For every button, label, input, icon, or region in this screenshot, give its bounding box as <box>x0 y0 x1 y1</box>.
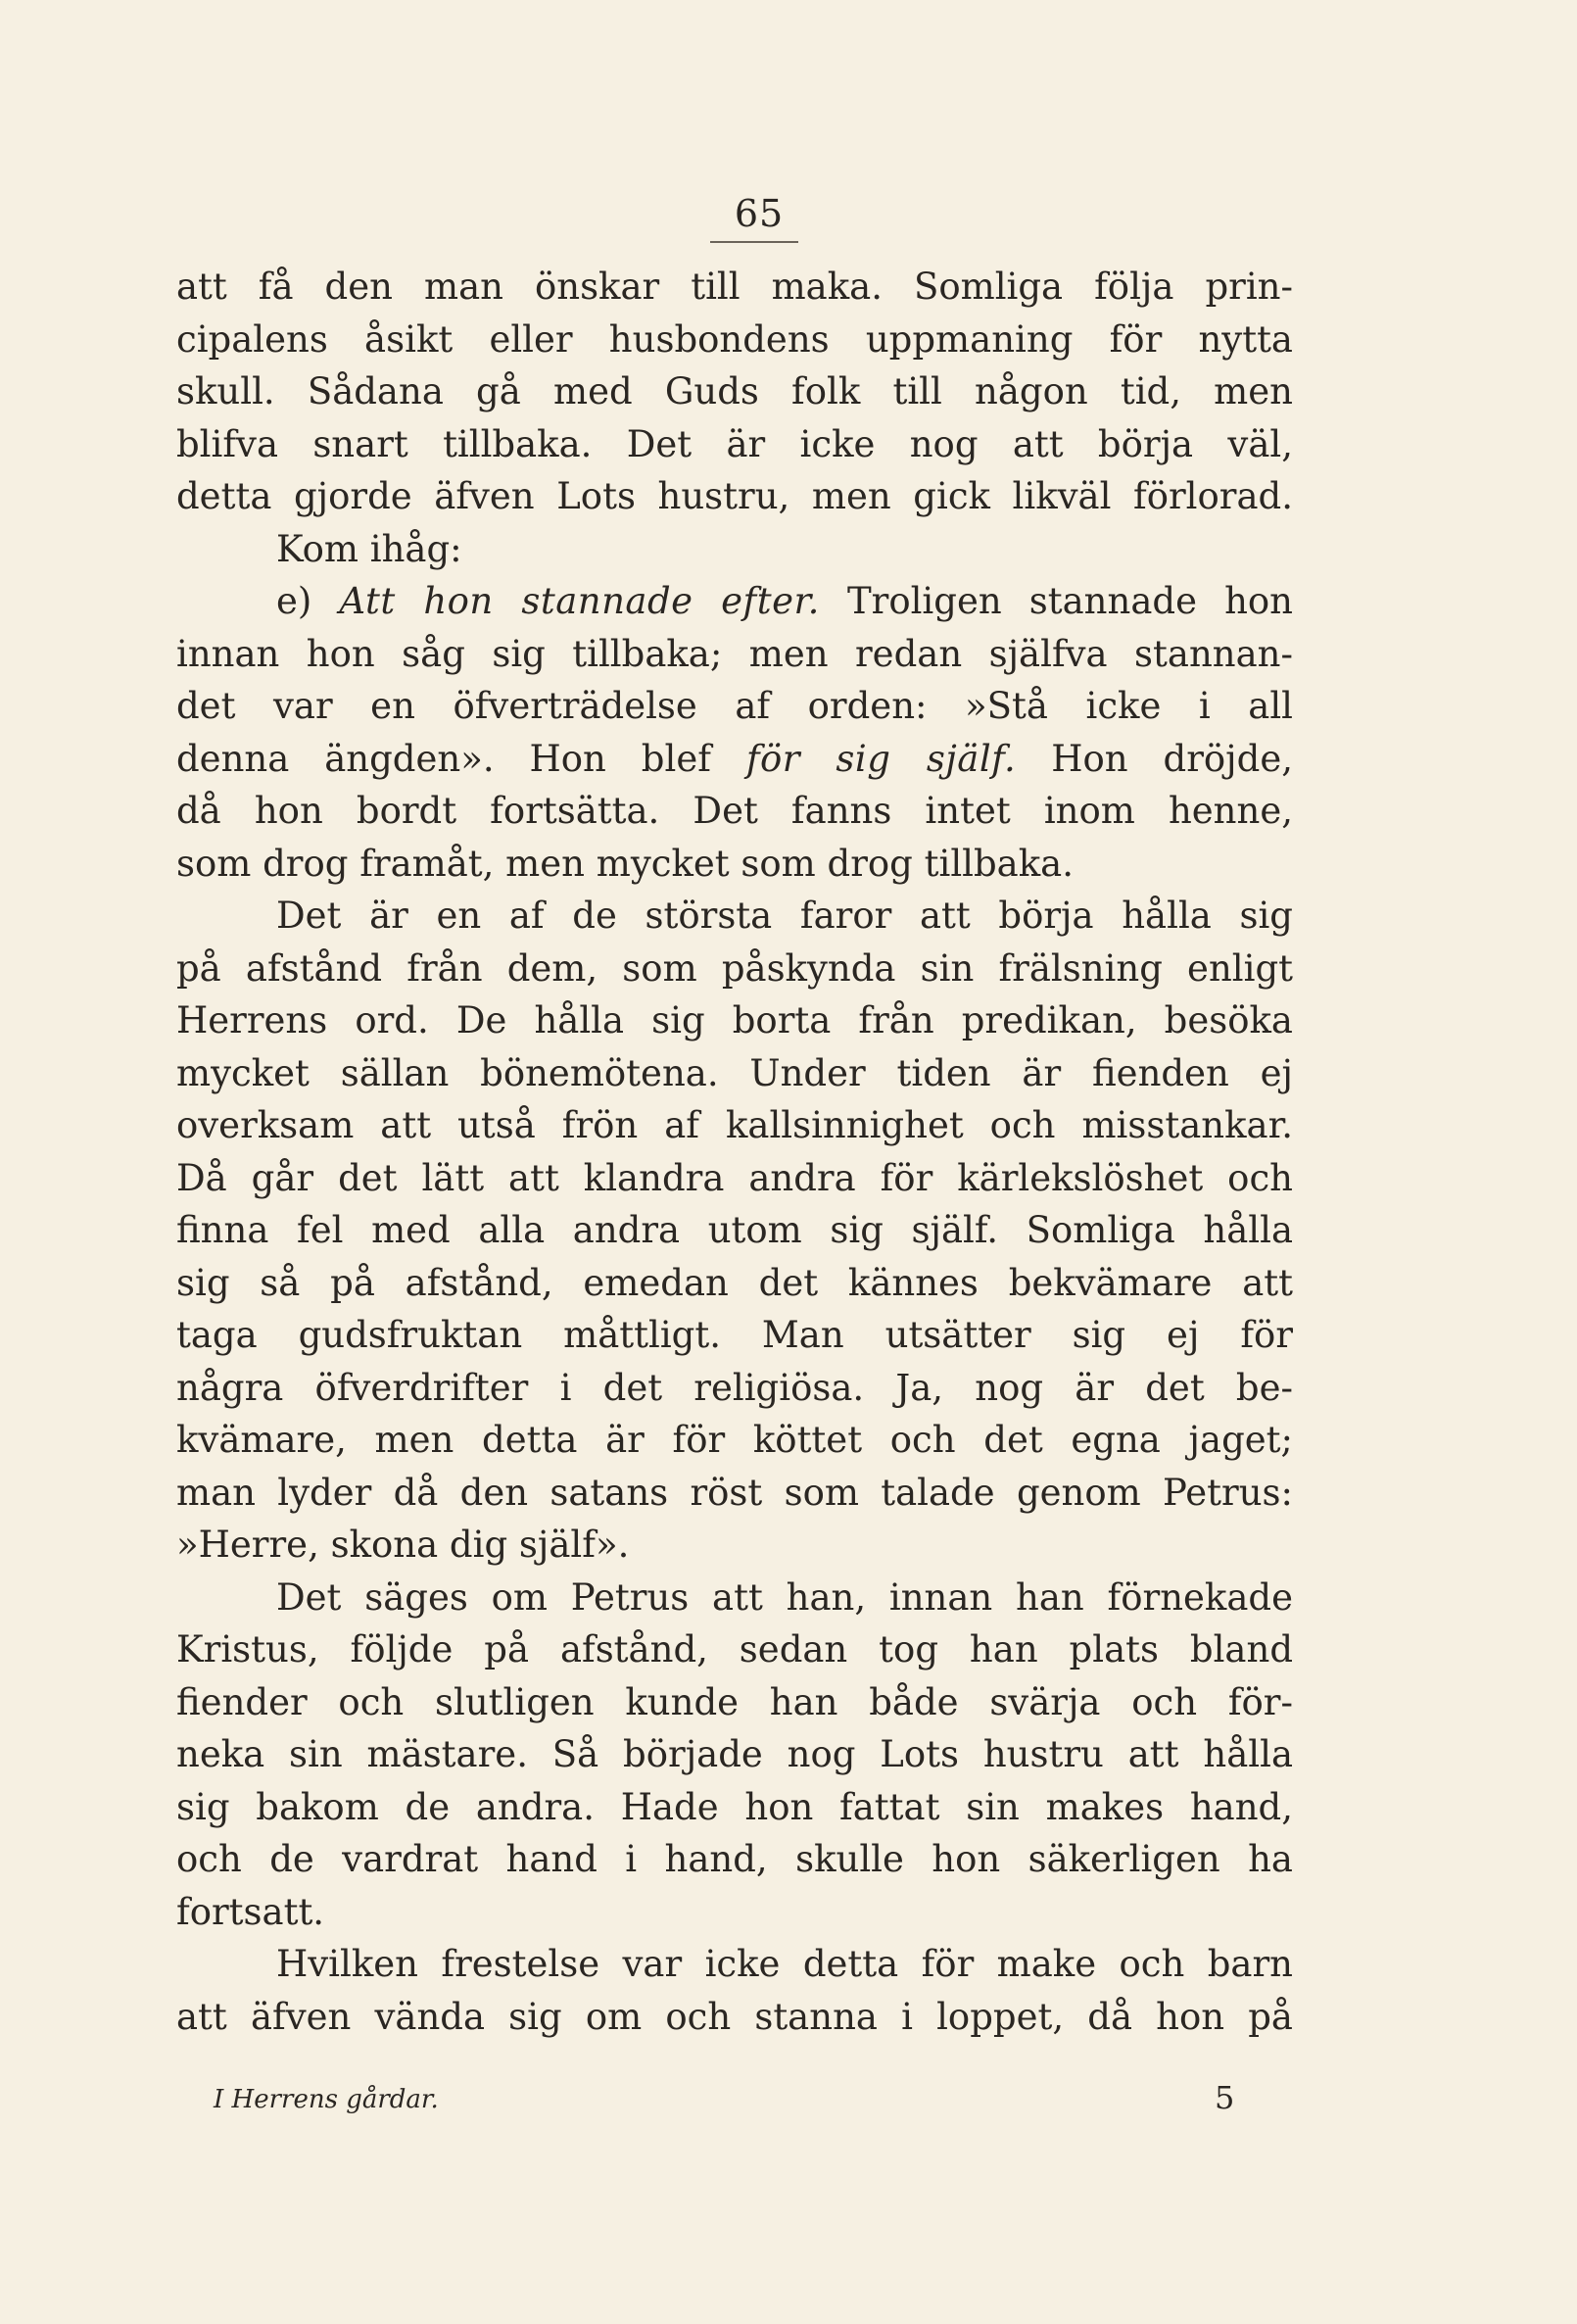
text-line: Kom ihåg: <box>276 527 462 570</box>
text-segment: Troligen stannade hon <box>819 580 1293 622</box>
text-line: Det är en af de största faror att börja hålla sig <box>276 895 1293 937</box>
italic-phrase: Att hon stannade efter. <box>339 580 820 622</box>
text-segment: Hon dröjde, <box>1016 737 1293 780</box>
text-line: skull. Sådana gå med Guds folk till någon tid, men <box>176 370 1293 412</box>
page-number-rule <box>710 241 798 243</box>
text-line: neka sin mästare. Så började nog Lots hustru att hålla <box>176 1733 1293 1775</box>
text-line: innan hon såg sig tillbaka; men redan själfva stannan- <box>176 632 1293 675</box>
text-line: Herrens ord. De hålla sig borta från predikan, besöka <box>176 999 1293 1041</box>
italic-phrase: för sig själf. <box>745 737 1017 780</box>
text-line: overksam att utså frön af kallsinnighet och misstankar. <box>176 1104 1293 1146</box>
text-line: man lyder då den satans röst som talade genom Petrus: <box>176 1471 1293 1514</box>
text-line: några öfverdrifter i det religiösa. Ja, nog är det be- <box>176 1366 1293 1409</box>
text-line: mycket sällan bönemötena. Under tiden är fienden ej <box>176 1051 1293 1094</box>
text-line: det var en öfverträdelse af orden: »Stå icke i all <box>176 685 1293 727</box>
text-line: som drog framåt, men mycket som drog tillbaka. <box>176 842 1074 885</box>
text-line: fortsatt. <box>176 1890 325 1933</box>
text-line: då hon bordt fortsätta. Det fanns intet inom henne, <box>176 790 1293 832</box>
body-text <box>176 261 1293 2043</box>
text-line: Kristus, följde på afstånd, sedan tog han plats bland <box>176 1628 1293 1670</box>
text-segment: e) <box>276 580 340 622</box>
text-line: taga gudsfruktan måttligt. Man utsätter sig ej för <box>176 1314 1293 1356</box>
text-line: detta gjorde äfven Lots hustru, men gick likväl förlorad. <box>176 475 1293 517</box>
signature-mark: I Herrens gårdar. <box>214 2085 439 2114</box>
text-line: sig så på afstånd, emedan det kännes bekvämare att <box>176 1261 1293 1304</box>
text-line: Då går det lätt att klandra andra för kärlekslöshet och <box>176 1156 1293 1199</box>
text-line: »Herre, skona dig själf». <box>176 1524 630 1566</box>
text-line: fiender och slutligen kunde han både svärja och för- <box>176 1680 1293 1723</box>
text-segment: denna ängden». Hon blef <box>176 737 746 780</box>
text-line: på afstånd från dem, som påskynda sin frälsning enligt <box>176 946 1293 990</box>
page-number: 65 <box>734 192 785 235</box>
text-line: blifva snart tillbaka. Det är icke nog att börja väl, <box>176 422 1293 465</box>
text-line: sig bakom de andra. Hade hon fattat sin makes hand, <box>176 1785 1293 1828</box>
text-line: kvämare, men detta är för köttet och det egna jaget; <box>176 1419 1293 1461</box>
text-line <box>176 575 1293 628</box>
text-line: Hvilken frestelse var icke detta för make och barn <box>276 1943 1293 1985</box>
text-line: cipalens åsikt eller husbondens uppmaning för nytta <box>176 317 1293 361</box>
text-line: att äfven vända sig om och stanna i loppet, då hon på <box>176 1995 1293 2038</box>
text-line: Det säges om Petrus att han, innan han förnekade <box>276 1575 1293 1619</box>
text-line: att få den man önskar till maka. Somliga följa prin- <box>176 266 1293 308</box>
text-line: finna fel med alla andra utom sig själf. Somliga hålla <box>176 1209 1293 1251</box>
sheet-number: 5 <box>1215 2079 1235 2116</box>
text-line <box>176 733 1293 786</box>
text-line: och de vardrat hand i hand, skulle hon säkerligen ha <box>176 1838 1293 1880</box>
